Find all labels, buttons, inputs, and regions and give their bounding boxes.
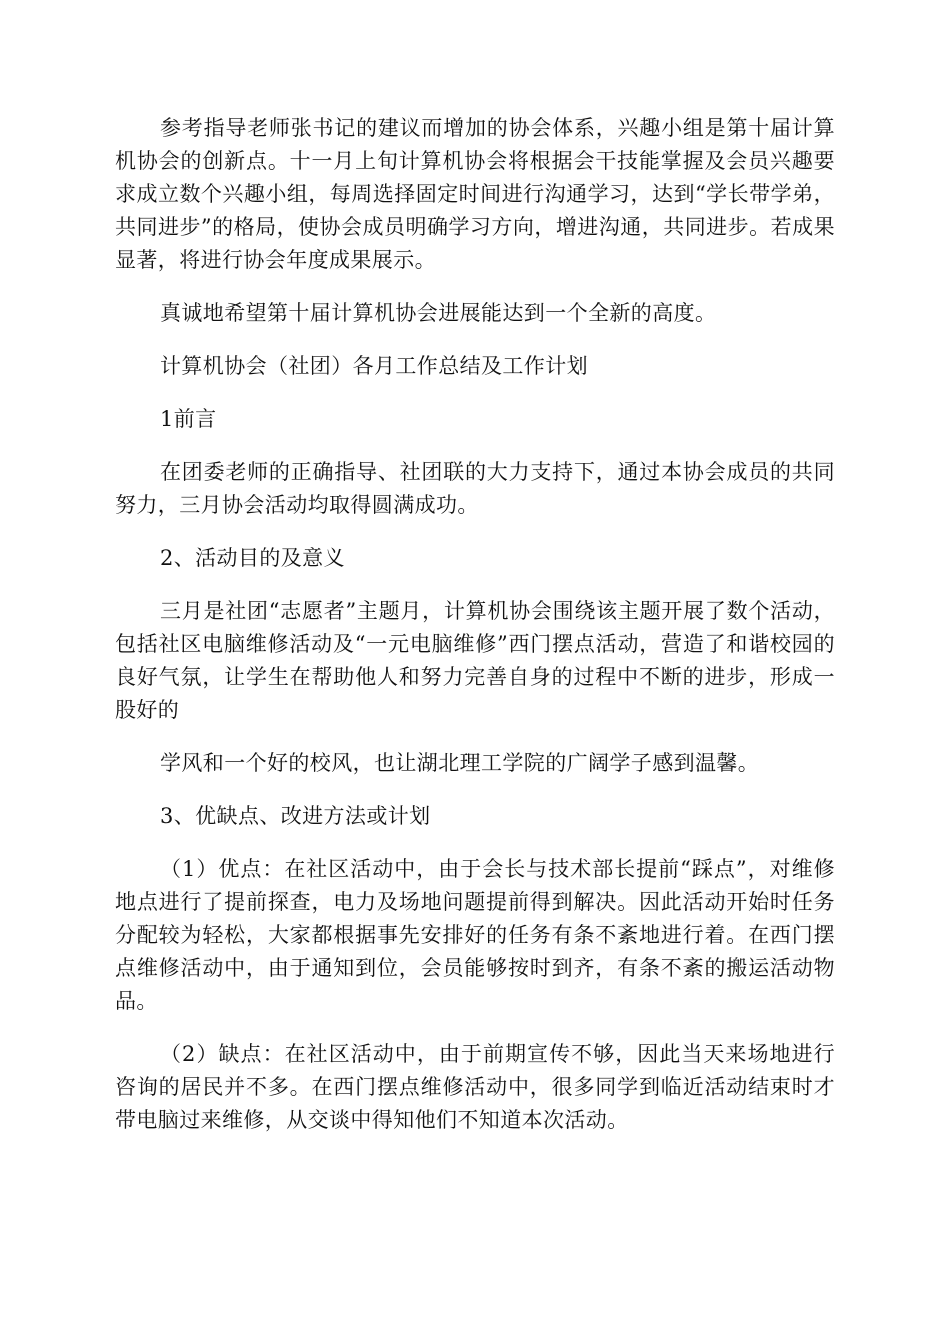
paragraph-interest-groups: 参考指导老师张书记的建议而增加的协会体系，兴趣小组是第十届计算机协会的创新点。十一月上旬计算机协会将根据会干技能掌握及会员兴趣要求成立数个兴趣小组，每周选择固定时间进行沟通学习，达到“学长带学弟，共同进步”的格局，使协会成员明确学习方向，增进沟通，共同进步。若成果显著，将进行协会年度成果展示。: [115, 116, 835, 272]
paragraph-hope: 真诚地希望第十届计算机协会进展能达到一个全新的高度。: [160, 301, 717, 325]
document-body: [115, 112, 835, 1157]
section-title: 计算机协会（社团）各月工作总结及工作计划: [160, 354, 588, 378]
paragraph-preface: 在团委老师的正确指导、社团联的大力支持下，通过本协会成员的共同努力，三月协会活动均取得圆满成功。: [115, 460, 835, 517]
paragraph-purpose: 三月是社团“志愿者”主题月，计算机协会围绕该主题开展了数个活动，包括社区电脑维修活动及“一元电脑维修”西门摆点活动，营造了和谐校园的良好气氛，让学生在帮助他人和努力完善自身的过程中不断的进步，形成一股好的: [115, 599, 835, 722]
heading-preface: 1前言: [160, 407, 217, 431]
paragraph-purpose-continued: 学风和一个好的校风，也让湖北理工学院的广阔学子感到温馨。: [160, 751, 760, 775]
paragraph-strengths: （1）优点：在社区活动中，由于会长与技术部长提前“踩点”，对维修地点进行了提前探查，电力及场地问题提前得到解决。因此活动开始时任务分配较为轻松，大家都根据事先安排好的任务有条不紊地进行着。在西门摆点维修活动中，由于通知到位，会员能够按时到齐，有条不紊的搬运活动物品。: [115, 857, 835, 1013]
paragraph-weaknesses: （2）缺点：在社区活动中，由于前期宣传不够，因此当天来场地进行咨询的居民并不多。在西门摆点维修活动中，很多同学到临近活动结束时才带电脑过来维修，从交谈中得知他们不知道本次活动。: [115, 1042, 835, 1132]
heading-pros-cons: 3、优缺点、改进方法或计划: [160, 804, 431, 828]
heading-purpose: 2、活动目的及意义: [160, 546, 345, 570]
